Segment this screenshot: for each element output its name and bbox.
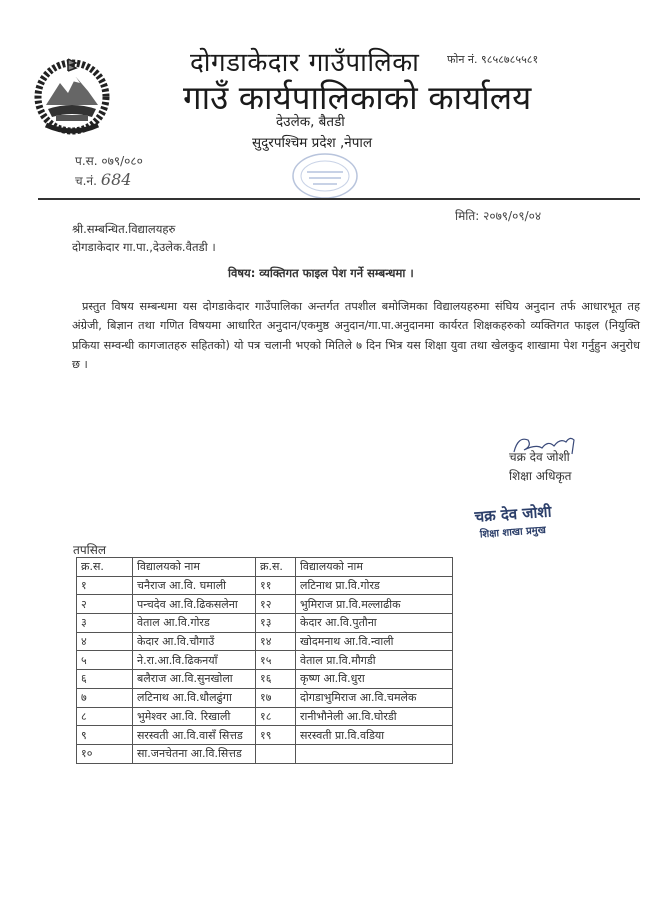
school-name-cell: भुमिराज प्रा.वि.मल्लाढीक xyxy=(296,595,453,614)
serial-cell: १९ xyxy=(256,726,296,745)
school-name-cell: सा.जनचेतना आ.वि.सित्तड xyxy=(133,744,256,763)
letter-date: मिति: २०७९/०९/०४ xyxy=(455,209,542,223)
school-name-cell: सरस्वती प्रा.वि.वडिया xyxy=(296,726,453,745)
school-name-cell: वेताल आ.वि.गोरड xyxy=(133,614,256,633)
serial-cell: १५ xyxy=(256,651,296,670)
serial-cell: ५ xyxy=(77,651,133,670)
serial-cell: ७ xyxy=(77,688,133,707)
address-line-1: देउलेक, बैतडी xyxy=(276,114,345,130)
office-seal xyxy=(285,148,365,198)
table-row xyxy=(77,726,453,745)
dispatch-number-row xyxy=(75,170,131,189)
table-row xyxy=(77,707,453,726)
serial-cell: ११ xyxy=(256,576,296,595)
school-name-cell: दोगडाभुमिराज आ.वि.चमलेक xyxy=(296,688,453,707)
school-name-cell: रानीभौनेली आ.वि.घोरडी xyxy=(296,707,453,726)
serial-cell: १४ xyxy=(256,632,296,651)
letter-body: प्रस्तुत विषय सम्बन्धमा यस दोगडाकेदार गाउँपालिका अन्तर्गत तपशील बमोजिमका विद्यालयहरुमा संघिय अनुदान तर्फ आधारभूत तह अंग्रेजी, बिज्ञान तथा गणित विषयमा आधारित अनुदान/एकमुष्ठ अनुदान/गा.पा.अनुदानमा कार्यरत शिक्षकहरुको व्यक्तिगत फाइल (नियुक्ति प्रकिया सम्वन्धी कागजातहरु सहितको) यो पत्र चलानी भएको मितिले ७ दिन भित्र यस शिक्षा युवा तथा खेलकुद शाखामा पेश गर्नुहुन अनुरोध छ । xyxy=(72,300,640,372)
signatory-title: शिक्षा अधिकृत xyxy=(509,469,572,483)
table-row xyxy=(77,670,453,689)
serial-cell: ४ xyxy=(77,632,133,651)
dispatch-label: च.नं. xyxy=(75,174,97,188)
table-row xyxy=(77,576,453,595)
table-row xyxy=(77,614,453,633)
schools-table xyxy=(76,557,453,764)
serial-cell: ८ xyxy=(77,707,133,726)
table-row xyxy=(77,744,453,763)
serial-cell: ९ xyxy=(77,726,133,745)
serial-cell: ६ xyxy=(77,670,133,689)
school-name-cell: ने.रा.आ.वि.ढिकनयाँ xyxy=(133,651,256,670)
school-name-cell: केदार आ.वि.चौगाउँ xyxy=(133,632,256,651)
nepal-emblem-logo xyxy=(32,55,112,135)
table-caption: तपसिल xyxy=(73,543,107,557)
serial-cell: १८ xyxy=(256,707,296,726)
fiscal-year-reference: प.स. ०७९/०८० xyxy=(75,154,143,168)
school-name-cell: पन्चदेव आ.वि.ढिकसलेना xyxy=(133,595,256,614)
school-name-cell: सरस्वती आ.वि.वासँ सित्तड xyxy=(133,726,256,745)
address-line-2: सुदुरपश्चिम प्रदेश ,नेपाल xyxy=(252,135,373,151)
table-row xyxy=(77,688,453,707)
stamp-name: चक्र देव जोशी xyxy=(474,502,552,526)
table-row xyxy=(77,595,453,614)
header-divider xyxy=(38,198,640,200)
serial-cell: १ xyxy=(77,576,133,595)
serial-cell xyxy=(256,744,296,763)
school-name-cell: बलैराज आ.वि.सुनखोला xyxy=(133,670,256,689)
header-serial-1: क्र.स. xyxy=(77,558,133,577)
signatory-name: चक्र देव जोशी xyxy=(509,450,570,464)
serial-cell: ३ xyxy=(77,614,133,633)
table-row xyxy=(77,632,453,651)
office-name: गाउँ कार्यपालिकाको कार्यालय xyxy=(183,78,532,117)
school-name-cell: लटिनाथ प्रा.वि.गोरड xyxy=(296,576,453,595)
municipality-name: दोगडाकेदार गाउँपालिका xyxy=(190,48,420,78)
school-name-cell: चनैराज आ.वि. घमाली xyxy=(133,576,256,595)
serial-cell: १२ xyxy=(256,595,296,614)
table-header-row xyxy=(77,558,453,577)
serial-cell: १३ xyxy=(256,614,296,633)
recipient-line-1: श्री.सम्बन्धित.विद्यालयहरु xyxy=(72,222,176,236)
serial-cell: १७ xyxy=(256,688,296,707)
school-name-cell xyxy=(296,744,453,763)
name-stamp xyxy=(474,499,586,541)
letter-subject: विषय: व्यक्तिगत फाइल पेश गर्ने सम्बन्धमा । xyxy=(228,266,414,280)
header-school-name-2: विद्यालयको नाम xyxy=(296,558,453,577)
school-name-cell: कृष्ण आ.वि.धुरा xyxy=(296,670,453,689)
school-name-cell: भुमेश्वर आ.वि. रिखाली xyxy=(133,707,256,726)
school-name-cell: लटिनाथ आ.वि.धौलढुंगा xyxy=(133,688,256,707)
school-name-cell: केदार आ.वि.पुतौना xyxy=(296,614,453,633)
header-school-name-1: विद्यालयको नाम xyxy=(133,558,256,577)
dispatch-number: 684 xyxy=(100,170,132,189)
school-name-cell: वेताल प्रा.वि.मौगडी xyxy=(296,651,453,670)
recipient-line-2: दोगडाकेदार गा.पा.,देउलेक.वैतडी । xyxy=(72,240,216,254)
phone-number: फोन नं. ९८५८७८५५८१ xyxy=(447,53,539,66)
school-name-cell: खोदमनाथ आ.वि.न्वाली xyxy=(296,632,453,651)
serial-cell: २ xyxy=(77,595,133,614)
header-serial-2: क्र.स. xyxy=(256,558,296,577)
serial-cell: १६ xyxy=(256,670,296,689)
table-row xyxy=(77,651,453,670)
stamp-title: शिक्षा शाखा प्रमुख xyxy=(479,524,547,541)
serial-cell: १० xyxy=(77,744,133,763)
